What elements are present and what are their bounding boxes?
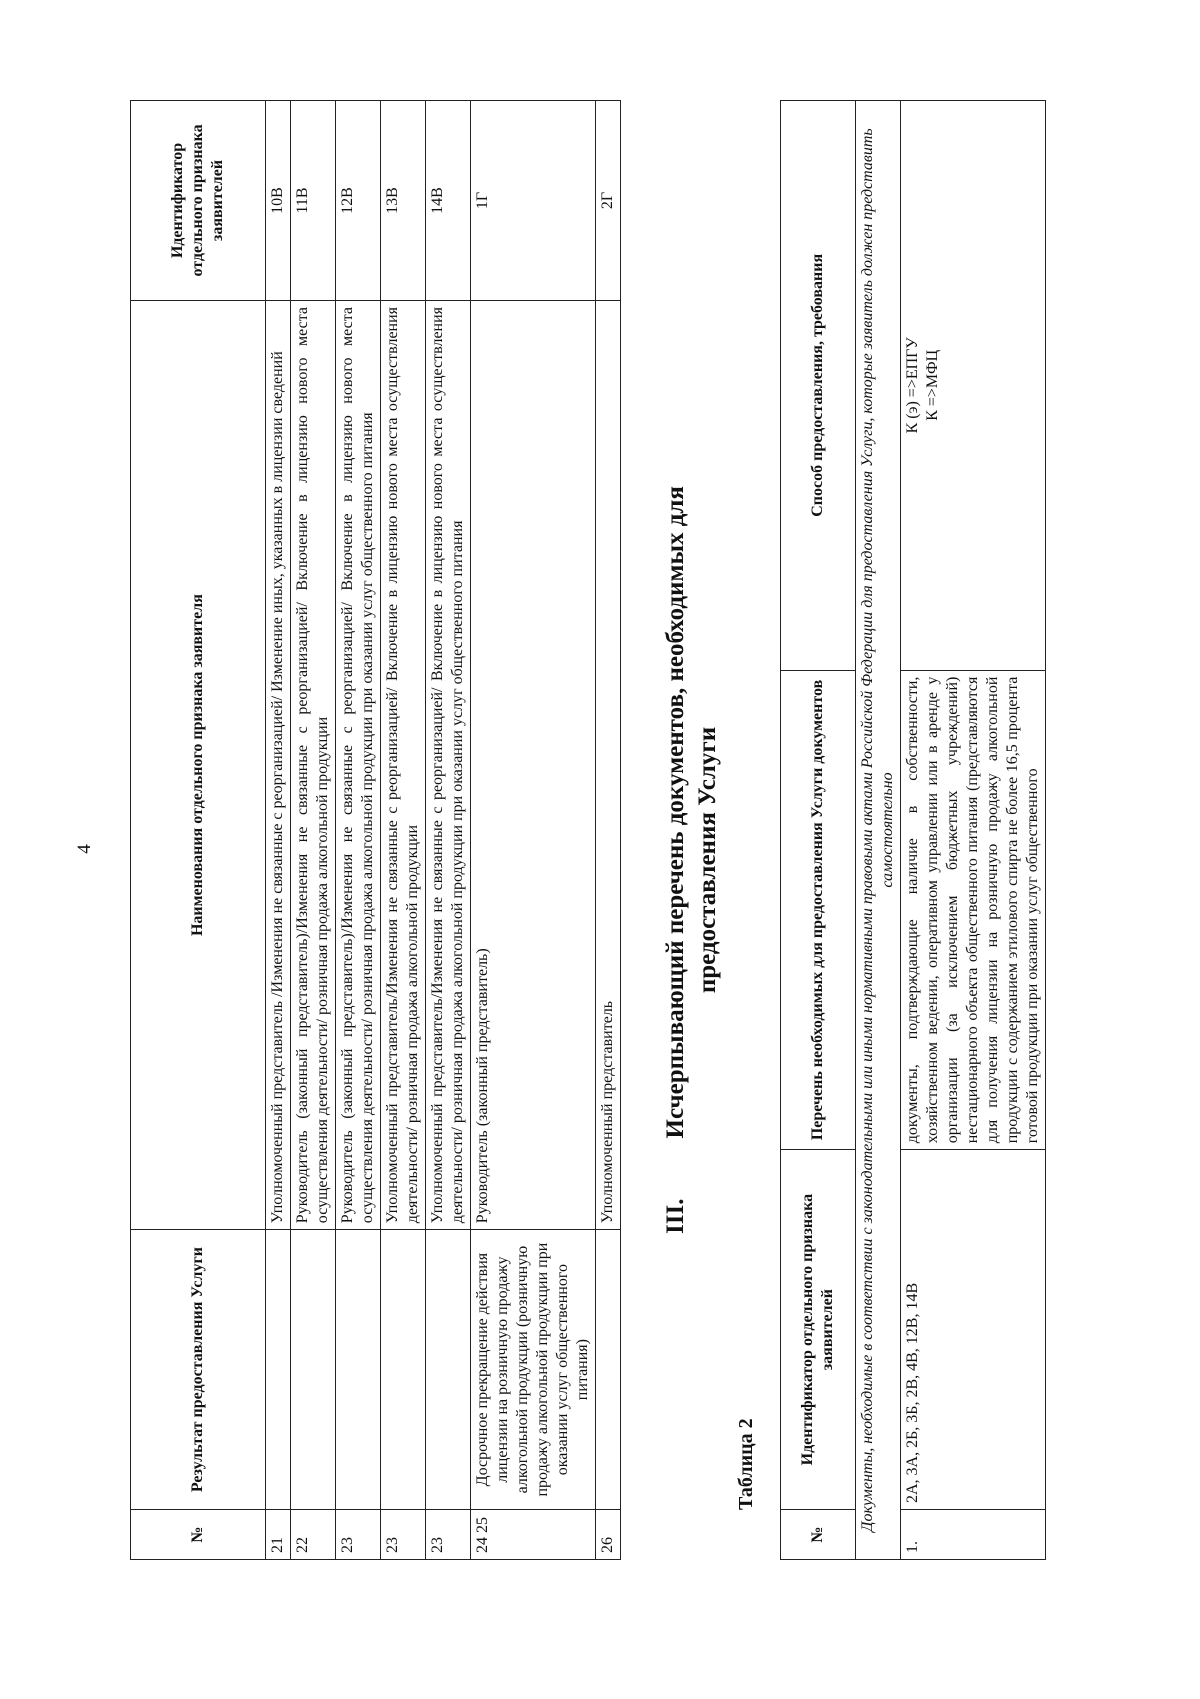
row-number: 24 25 bbox=[471, 1510, 596, 1560]
section-heading bbox=[660, 410, 724, 1310]
row-result bbox=[266, 1230, 291, 1510]
row-number: 21 bbox=[266, 1510, 291, 1560]
row-feature-id: 14В bbox=[426, 101, 471, 301]
section-title: Исчерпывающий перечень документов, необходимых для предоставления Услуги bbox=[662, 486, 721, 1139]
row-feature-name: Руководитель (законный представитель) bbox=[471, 300, 596, 1229]
header-number: № bbox=[781, 1510, 856, 1560]
row-number: 1. bbox=[901, 1510, 1046, 1560]
row-feature-ids: 2А, 3А, 2Б, 3Б, 2В, 4В, 12В, 14В bbox=[901, 1150, 1046, 1510]
row-feature-id: 2Г bbox=[596, 101, 621, 301]
method-epgu: К (э) =>ЕПГУ bbox=[904, 337, 921, 434]
applicant-features-table bbox=[130, 100, 621, 1560]
row-result: Досрочное прекращение действия лицензии на розничную продажу алкогольной продукции (розничную продажу алкогольной продукции при оказании услуг общественного питания) bbox=[471, 1230, 596, 1510]
header-method: Способ предоставления, требования bbox=[781, 101, 856, 671]
row-method bbox=[901, 101, 1046, 671]
table-header-row bbox=[781, 101, 856, 1560]
row-result bbox=[596, 1230, 621, 1510]
method-mfc: К =>МФЦ bbox=[924, 349, 941, 421]
table-row bbox=[471, 101, 596, 1560]
row-feature-id: 13В bbox=[381, 101, 426, 301]
row-documents: документы, подтверждающие наличие в собственности, хозяйственном ведении, оперативном управлении или в аренде у организации (за исключением бюджетных учреждений) нестационарного объекта общественного питания (представляются для получения лицензии на розничную продажу алкогольной продукции с содержанием этилового спирта не более 16,5 процента готовой продукции при оказании услуг общественного bbox=[901, 670, 1046, 1150]
row-result bbox=[336, 1230, 381, 1510]
documents-note: Документы, необходимые в соответствии с законодательными или иными нормативными правовыми актами Российской Федерации для предоставления Услуги, которые заявитель должен представить самостоятельно bbox=[856, 101, 901, 1560]
row-feature-name: Уполномоченный представитель/Изменения не связанные с реорганизацией/ Включение в лицензию нового места осуществления деятельности/ розничная продажа алкогольной продукции bbox=[381, 300, 426, 1229]
row-result bbox=[291, 1230, 336, 1510]
table-row bbox=[336, 101, 381, 1560]
row-number: 23 bbox=[426, 1510, 471, 1560]
table-row bbox=[426, 101, 471, 1560]
header-feature-ids: Идентификатор отдельного признака заявителей bbox=[781, 1150, 856, 1510]
row-number: 26 bbox=[596, 1510, 621, 1560]
row-number: 23 bbox=[381, 1510, 426, 1560]
row-feature-id: 10В bbox=[266, 101, 291, 301]
row-feature-name: Уполномоченный представитель /Изменения не связанные с реорганизацией/ Изменение иных, указанных в лицензии сведений bbox=[266, 300, 291, 1229]
header-feature-id: Идентификатор отдельного признака заявителей bbox=[131, 101, 266, 301]
row-feature-id: 12В bbox=[336, 101, 381, 301]
section-number: III. bbox=[662, 1198, 689, 1234]
row-number: 23 bbox=[336, 1510, 381, 1560]
header-documents: Перечень необходимых для предоставления Услуги документов bbox=[781, 670, 856, 1150]
documents-table bbox=[780, 100, 1046, 1560]
table-label: Таблица 2 bbox=[735, 1418, 757, 1510]
header-result: Результат предоставления Услуги bbox=[131, 1230, 266, 1510]
rotated-page-content bbox=[40, 60, 1140, 1640]
table-header-row bbox=[131, 101, 266, 1560]
header-feature-name: Наименования отдельного признака заявителя bbox=[131, 300, 266, 1229]
row-feature-name: Руководитель (законный представитель)/Изменения не связанные с реорганизацией/ Включение в лицензию нового места осуществления деятельности/ розничная продажа алкогольной продукции bbox=[291, 300, 336, 1229]
row-feature-id: 11В bbox=[291, 101, 336, 301]
note-row bbox=[856, 101, 901, 1560]
row-feature-id: 1Г bbox=[471, 101, 596, 301]
page-number: 4 bbox=[73, 844, 95, 854]
row-result bbox=[381, 1230, 426, 1510]
row-number: 22 bbox=[291, 1510, 336, 1560]
table-row bbox=[291, 101, 336, 1560]
table-row bbox=[266, 101, 291, 1560]
row-feature-name: Руководитель (законный представитель)/Изменения не связанные с реорганизацией/ Включение в лицензию нового места осуществления деятельности/ розничная продажа алкогольной продукции при оказании услуг общественного питания bbox=[336, 300, 381, 1229]
row-result bbox=[426, 1230, 471, 1510]
table-row bbox=[381, 101, 426, 1560]
table-row bbox=[901, 101, 1046, 1560]
row-feature-name: Уполномоченный представитель/Изменения не связанные с реорганизацией/ Включение в лицензию нового места осуществления деятельности/ розничная продажа алкогольной продукции при оказании услуг общественного питания bbox=[426, 300, 471, 1229]
header-number: № bbox=[131, 1510, 266, 1560]
row-feature-name: Уполномоченный представитель bbox=[596, 300, 621, 1229]
table-row bbox=[596, 101, 621, 1560]
